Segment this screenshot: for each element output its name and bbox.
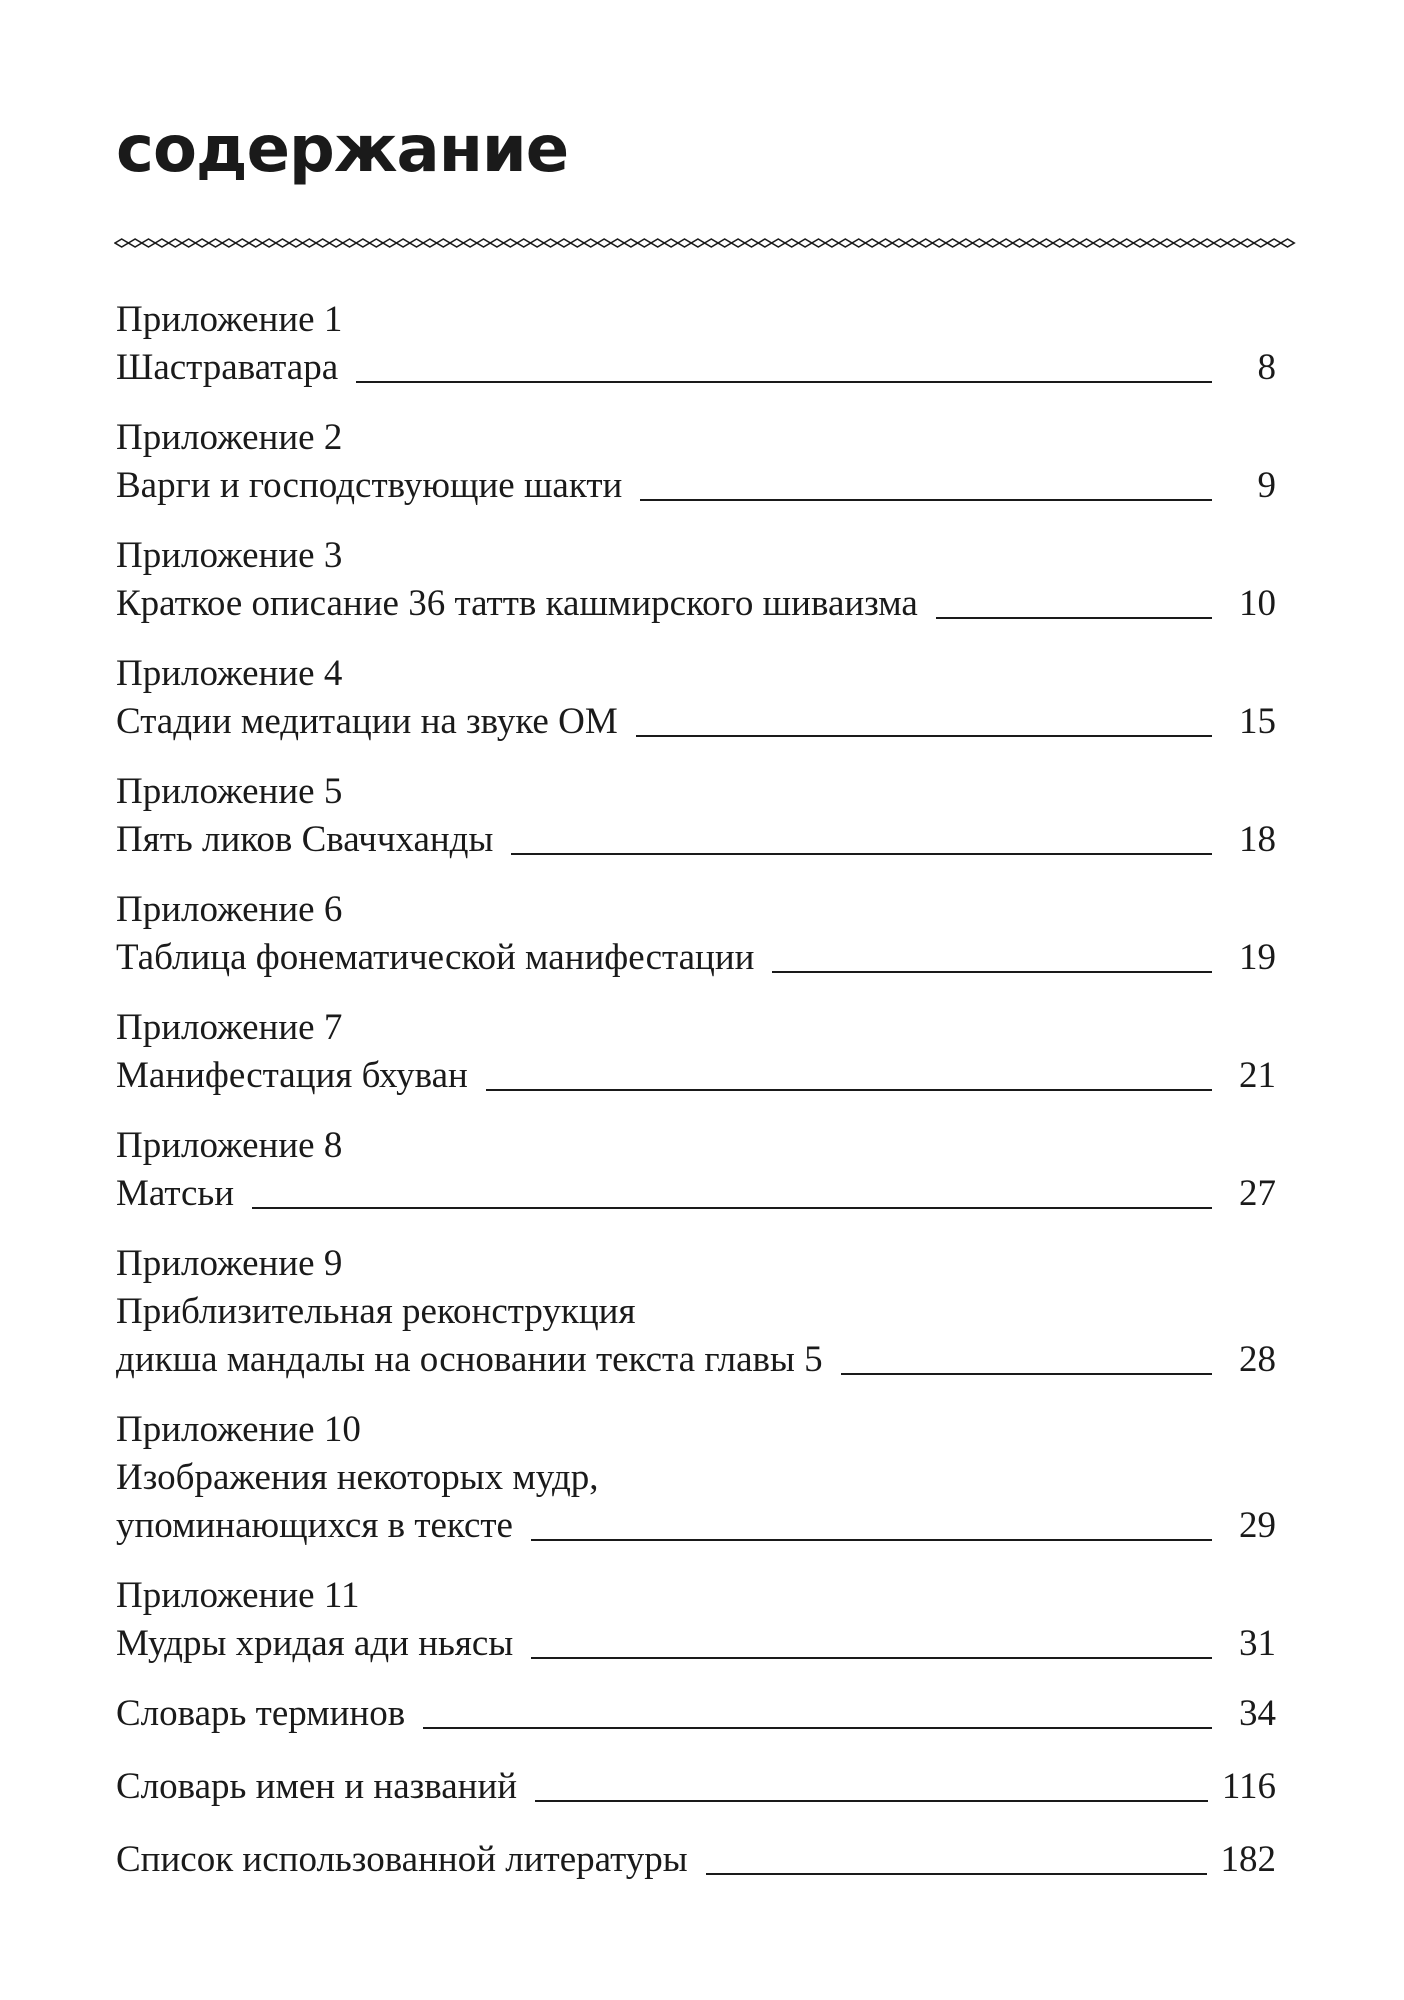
toc-entry-title-row	[116, 344, 1276, 392]
ornament-diamond	[155, 239, 168, 247]
toc-page-number: 18	[1239, 819, 1276, 860]
ornament-diamond	[798, 239, 811, 247]
toc-leader-line	[841, 1373, 1212, 1375]
toc-entry[interactable]	[116, 1122, 1276, 1218]
ornament-diamond	[329, 239, 342, 247]
ornament-diamond	[557, 239, 570, 247]
ornament-diamond	[865, 239, 878, 247]
toc-leader-line	[486, 1089, 1212, 1091]
toc-page-number: 34	[1239, 1693, 1276, 1734]
ornament-diamond	[1013, 239, 1026, 247]
ornament-diamond	[1026, 239, 1039, 247]
toc-page-number: 27	[1239, 1173, 1276, 1214]
ornament-diamond	[128, 239, 141, 247]
ornament-diamond	[718, 239, 731, 247]
ornament-diamond	[316, 239, 329, 247]
toc-entry[interactable]	[116, 886, 1276, 982]
toc-entry-title: Стадии медитации на звуке ОМ	[116, 701, 618, 742]
toc-leader-line	[252, 1207, 1212, 1209]
toc-leader-line	[772, 971, 1212, 973]
ornament-diamond	[276, 239, 289, 247]
ornament-diamond	[946, 239, 959, 247]
toc-entry-title: Краткое описание 36 таттв кашмирского шиваизма	[116, 583, 918, 624]
ornament-diamond	[236, 239, 249, 247]
ornament-diamond	[396, 239, 409, 247]
toc-entry-title-line: Изображения некоторых мудр,	[116, 1457, 599, 1498]
ornament-diamond	[1080, 239, 1093, 247]
ornament-diamond	[477, 239, 490, 247]
ornament-diamond	[611, 239, 624, 247]
toc-entry-appendix-label: Приложение 8	[116, 1125, 343, 1166]
toc-entry-title: Список использованной литературы	[116, 1839, 688, 1880]
ornament-diamond	[825, 239, 838, 247]
ornament-diamond	[463, 239, 476, 247]
toc-entry-title-row	[116, 934, 1276, 982]
ornament-diamond	[785, 239, 798, 247]
toc-entry-title-row	[116, 1763, 1276, 1811]
ornament-diamond	[450, 239, 463, 247]
ornament-diamond	[544, 239, 557, 247]
ornament-diamond	[624, 239, 637, 247]
toc-entry-title: Таблица фонематической манифестации	[116, 937, 755, 978]
page-title: содержание	[116, 113, 569, 187]
ornament-diamond	[142, 239, 155, 247]
toc-entry-title-row	[116, 1836, 1276, 1884]
table-of-contents	[116, 296, 1276, 1909]
toc-entry[interactable]	[116, 1004, 1276, 1100]
ornament-diamond	[169, 239, 182, 247]
toc-entry-appendix-label: Приложение 1	[116, 299, 343, 340]
toc-entry-appendix-label: Приложение 4	[116, 653, 343, 694]
ornament-diamond	[1107, 239, 1120, 247]
toc-entry-appendix-label: Приложение 5	[116, 771, 343, 812]
toc-entry-appendix-label: Приложение 6	[116, 889, 343, 930]
ornament-diamond	[410, 239, 423, 247]
ornament-diamond	[370, 239, 383, 247]
toc-leader-line	[535, 1800, 1208, 1802]
toc-entry-title: Манифестация бхуван	[116, 1055, 468, 1096]
ornament-diamond	[758, 239, 771, 247]
ornament-diamond	[1120, 239, 1133, 247]
toc-page-number: 21	[1239, 1055, 1276, 1096]
toc-entry[interactable]	[116, 1572, 1276, 1668]
toc-leader-line	[531, 1539, 1212, 1541]
toc-entry-title-row	[116, 462, 1276, 510]
ornament-diamond	[182, 239, 195, 247]
ornament-diamond	[530, 239, 543, 247]
ornament-diamond	[597, 239, 610, 247]
ornament-diamond	[999, 239, 1012, 247]
toc-entry-appendix-label: Приложение 7	[116, 1007, 343, 1048]
toc-entry[interactable]	[116, 414, 1276, 510]
ornament-diamond	[437, 239, 450, 247]
toc-leader-line	[640, 499, 1212, 501]
ornament-diamond	[249, 239, 262, 247]
toc-entry[interactable]	[116, 1690, 1276, 1738]
ornament-diamond	[664, 239, 677, 247]
toc-page-number: 10	[1239, 583, 1276, 624]
toc-leader-line	[636, 735, 1212, 737]
toc-page-number: 8	[1257, 347, 1276, 388]
toc-entry[interactable]	[116, 1240, 1276, 1384]
toc-entry-title: Словарь имен и названий	[116, 1766, 518, 1807]
ornament-diamond	[490, 239, 503, 247]
toc-entry-title-row	[116, 1336, 1276, 1384]
toc-page-number: 182	[1220, 1839, 1276, 1880]
toc-leader-line	[423, 1727, 1212, 1729]
toc-entry-title: Пять ликов Сваччханды	[116, 819, 494, 860]
toc-leader-line	[531, 1657, 1212, 1659]
toc-leader-line	[511, 853, 1212, 855]
ornament-diamond	[772, 239, 785, 247]
ornament-diamond	[343, 239, 356, 247]
ornament-diamond	[1066, 239, 1079, 247]
ornament-diamond	[1267, 239, 1280, 247]
toc-entry-appendix-label: Приложение 3	[116, 535, 343, 576]
toc-entry[interactable]	[116, 650, 1276, 746]
ornament-diamond	[932, 239, 945, 247]
toc-leader-line	[356, 381, 1212, 383]
toc-entry-title-row	[116, 1620, 1276, 1668]
ornament-diamond	[892, 239, 905, 247]
ornament-diamond	[1053, 239, 1066, 247]
ornament-diamond	[731, 239, 744, 247]
ornament-diamond	[195, 239, 208, 247]
ornament-diamond	[423, 239, 436, 247]
ornament-diamond	[1147, 239, 1160, 247]
toc-leader-line	[936, 617, 1212, 619]
toc-entry-title-row	[116, 698, 1276, 746]
toc-entry-title: упоминающихся в тексте	[116, 1505, 513, 1546]
toc-entry-appendix-label: Приложение 11	[116, 1575, 360, 1616]
ornament-diamond	[262, 239, 275, 247]
ornament-diamond	[959, 239, 972, 247]
ornament-diamond	[584, 239, 597, 247]
ornament-diamond	[812, 239, 825, 247]
toc-page-number: 31	[1239, 1623, 1276, 1664]
ornament-diamond	[356, 239, 369, 247]
ornament-diamond	[1200, 239, 1213, 247]
ornament-diamond	[115, 239, 128, 247]
toc-page-number: 116	[1221, 1766, 1276, 1807]
toc-entry-appendix-label: Приложение 10	[116, 1409, 361, 1450]
toc-entry-title: Шастраватара	[116, 347, 339, 388]
toc-entry-title-line: Приблизительная реконструкция	[116, 1291, 636, 1332]
toc-entry-title: Словарь терминов	[116, 1693, 406, 1734]
toc-page-number: 19	[1239, 937, 1276, 978]
ornament-diamond	[1254, 239, 1267, 247]
ornament-diamond	[222, 239, 235, 247]
toc-entry[interactable]	[116, 532, 1276, 628]
ornament-diamond	[745, 239, 758, 247]
toc-entry-title: Варги и господствующие шакти	[116, 465, 623, 506]
ornament-diamond	[504, 239, 517, 247]
ornament-diamond	[638, 239, 651, 247]
ornament-diamond	[879, 239, 892, 247]
ornament-diamond	[986, 239, 999, 247]
ornament-diamond	[906, 239, 919, 247]
ornament-diamond	[973, 239, 986, 247]
ornament-diamond	[839, 239, 852, 247]
toc-entry-title-row	[116, 1052, 1276, 1100]
toc-entry[interactable]	[116, 296, 1276, 392]
toc-entry-appendix-label: Приложение 2	[116, 417, 343, 458]
ornament-divider	[114, 234, 1300, 252]
toc-entry-title: Мудры хридая ади ньясы	[116, 1623, 514, 1664]
toc-entry-title-row	[116, 1502, 1276, 1550]
toc-leader-line	[706, 1873, 1207, 1875]
ornament-diamond	[1160, 239, 1173, 247]
ornament-diamond	[691, 239, 704, 247]
toc-entry-title-row	[116, 1170, 1276, 1218]
toc-entry[interactable]	[116, 1406, 1276, 1550]
toc-entry[interactable]	[116, 1836, 1276, 1884]
ornament-diamond	[678, 239, 691, 247]
ornament-diamond	[1093, 239, 1106, 247]
ornament-diamond	[919, 239, 932, 247]
toc-entry-appendix-label: Приложение 9	[116, 1243, 343, 1284]
ornament-diamond	[1133, 239, 1146, 247]
ornament-diamond	[705, 239, 718, 247]
ornament-diamond	[517, 239, 530, 247]
ornament-diamond	[1214, 239, 1227, 247]
ornament-diamond	[1227, 239, 1240, 247]
ornament-diamond	[1241, 239, 1254, 247]
toc-entry[interactable]	[116, 768, 1276, 864]
toc-entry-title: Матсьи	[116, 1173, 235, 1214]
ornament-diamond	[1174, 239, 1187, 247]
toc-entry-title-row	[116, 816, 1276, 864]
ornament-diamond	[1281, 239, 1294, 247]
toc-page-number: 15	[1239, 701, 1276, 742]
ornament-diamond	[1187, 239, 1200, 247]
toc-entry-title-row	[116, 580, 1276, 628]
ornament-diamond	[303, 239, 316, 247]
ornament-diamond	[383, 239, 396, 247]
ornament-diamond	[571, 239, 584, 247]
toc-entry[interactable]	[116, 1763, 1276, 1811]
toc-page-number: 28	[1239, 1339, 1276, 1380]
toc-page-number: 9	[1257, 465, 1276, 506]
toc-entry-title: дикша мандалы на основании текста главы 5	[116, 1339, 823, 1380]
toc-page-number: 29	[1239, 1505, 1276, 1546]
toc-entry-title-row	[116, 1690, 1276, 1738]
ornament-diamond	[852, 239, 865, 247]
ornament-diamond	[1040, 239, 1053, 247]
ornament-diamond	[209, 239, 222, 247]
ornament-diamond	[651, 239, 664, 247]
ornament-diamond	[289, 239, 302, 247]
